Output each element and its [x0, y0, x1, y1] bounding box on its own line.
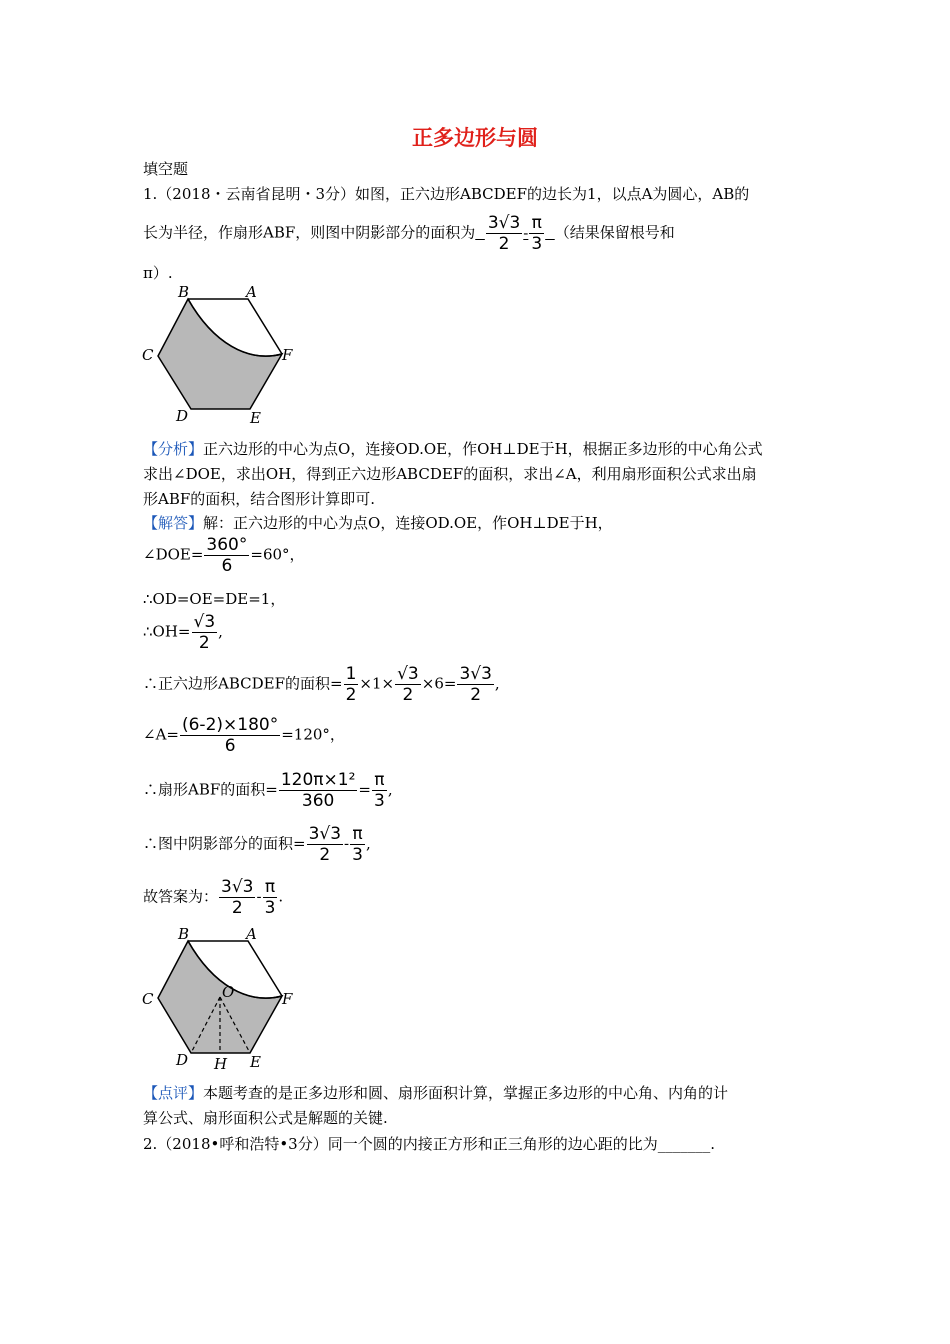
q2-line: 2.（2018•呼和浩特•3分）同一个圆的内接正方形和正三角形的边心距的比为_______.	[143, 1135, 716, 1153]
q1-line2-post: （结果保留根号和	[554, 223, 675, 242]
solution-step5: ∠A= $\frac{(6-2)\times 180^\circ}{6}$ =120°，	[143, 715, 345, 756]
q1-line2	[143, 213, 675, 254]
solution-tag: 【解答】	[143, 514, 204, 532]
solution-line1: 【解答】解：正六边形的中心为点O，连接OD.OE，作OH⊥DE于H，	[143, 514, 613, 532]
shaded-region	[158, 299, 282, 409]
section-heading: 填空题	[143, 160, 189, 178]
frac-sector-area: $\frac{\text{120π×1²}}{360}$	[280, 770, 356, 811]
review-line1: 【点评】本题考查的是正多边形和圆、扇形面积计算，掌握正多边形的中心角、内角的计	[143, 1084, 729, 1102]
analysis-line3: 形ABF的面积，结合图形计算即可.	[143, 490, 376, 508]
label-E: E	[250, 1053, 261, 1071]
solution-step7: ∴图中阴影部分的面积= $\frac{3√3}{2}$ - $\frac{\pi}{3}$ ,	[143, 824, 371, 865]
q1-line3: π）.	[143, 264, 173, 282]
q1-line1: 1.（2018・云南省昆明・3分）如图，正六边形ABCDEF的边长为1，以点A为圆心，AB的	[143, 185, 750, 203]
frac-360-6: $\frac{360^\circ}{6}$	[206, 535, 248, 576]
hexagon-figure-1	[138, 283, 308, 431]
label-E: E	[250, 409, 261, 427]
solution-step4: ∴正六边形ABCDEF的面积= $\frac{1}{2}$ ×1× $\frac{√3}{2}$ ×6= $\frac{3√3}{2}$ ,	[143, 664, 500, 705]
frac-interior-angle: $\frac{(6-2)\times 180^\circ}{6}$	[181, 715, 279, 756]
label-A: A	[246, 925, 257, 943]
review-tag: 【点评】	[143, 1084, 204, 1102]
analysis-tag: 【分析】	[143, 440, 204, 458]
label-H: H	[214, 1055, 228, 1073]
q1-answer: $\frac{3√3}{2}$ - $\frac{\pi}{3}$	[487, 213, 543, 254]
label-C: C	[142, 990, 154, 1008]
q1-answer-frac1: $\frac{3√3}{2}$	[487, 213, 521, 254]
hexagon-figure-2	[138, 925, 308, 1075]
solution-step2: ∴OD=OE=DE=1，	[143, 590, 286, 608]
solution-answer: 故答案为： $\frac{3√3}{2}$ - $\frac{\pi}{3}$ .	[143, 877, 284, 918]
q2-blank: _______	[657, 1135, 711, 1153]
label-A: A	[246, 283, 257, 301]
analysis-line2: 求出∠DOE，求出OH，得到正六边形ABCDEF的面积，求出∠A，利用扇形面积公式求出扇	[143, 465, 757, 483]
label-B: B	[178, 925, 190, 943]
solution-step1: ∠DOE= $\frac{360^\circ}{6}$ =60°，	[143, 535, 305, 576]
solution-step3: ∴OH= $\frac{√3}{2}$ ,	[143, 612, 223, 653]
label-C: C	[142, 346, 154, 364]
q1-line2-pre: 长为半径，作扇形ABF，则图中阴影部分的面积为	[143, 223, 476, 242]
label-F: F	[282, 990, 293, 1008]
solution-step6: ∴扇形ABF的面积= $\frac{\text{120π×1²}}{360}$ = $\frac{\pi}{3}$ ,	[143, 770, 393, 811]
label-D: D	[176, 1051, 189, 1069]
frac-sqrt3-2: $\frac{√3}{2}$	[193, 612, 216, 653]
label-B: B	[178, 283, 190, 301]
label-F: F	[282, 346, 293, 364]
q1-answer-frac2: $\frac{\pi}{3}$	[531, 213, 543, 254]
page-title: 正多边形与圆	[412, 126, 538, 150]
label-D: D	[176, 407, 189, 425]
review-line2: 算公式、扇形面积公式是解题的关键.	[143, 1109, 388, 1127]
label-O: O	[222, 983, 235, 1001]
analysis-line1: 【分析】正六边形的中心为点O，连接OD.OE，作OH⊥DE于H，根据正多边形的中心角公式	[143, 440, 763, 458]
